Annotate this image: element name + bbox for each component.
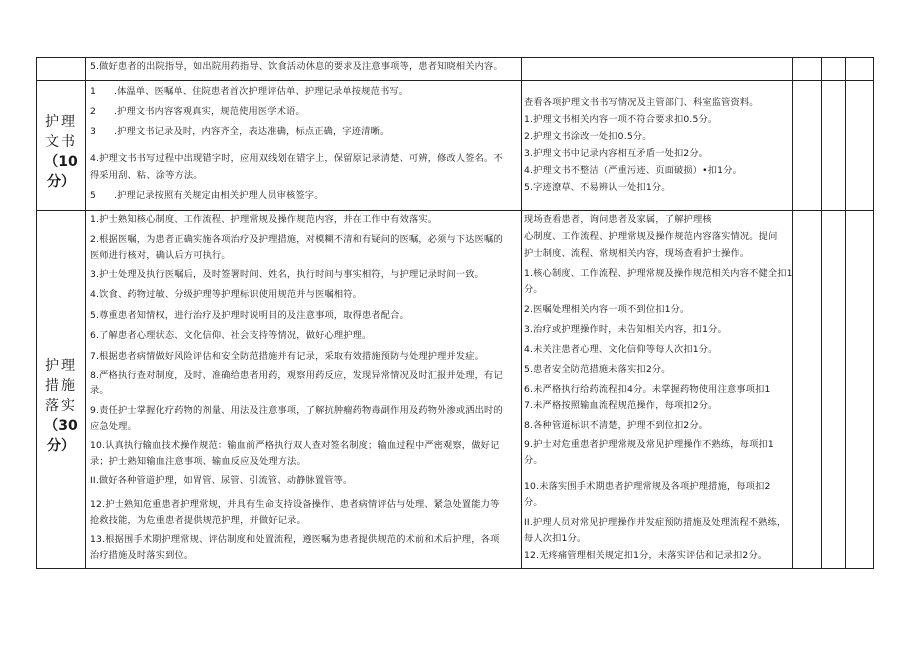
standard-item: 4.饮食、药物过敏、分级护理等护理标识使用规范并与医嘱相符。 bbox=[90, 289, 363, 300]
standard-item: 12.护士熟知危重患者护理常规，并具有生命支持设备操作、患者病情评估与处理、紧急处置能力等 bbox=[90, 499, 500, 510]
method-item: 分。 bbox=[524, 455, 543, 466]
standard-item: 治疗措施及时落实到位。 bbox=[90, 550, 194, 561]
method-item: 护士制度、流程、常规相关内容，现场查看护士操作。 bbox=[524, 248, 750, 259]
method-item: 现场查看患者，询问患者及家属，了解护理核 bbox=[524, 214, 712, 225]
table-border-top bbox=[36, 57, 874, 58]
standard-item: 4.护理文书书写过程中出现错字时，应用双线划在错字上，保留原记录清楚、可辨，修改人签名。不 bbox=[90, 153, 503, 164]
method-item: 8.各种管道标识不清楚，护理不到位扣2分。 bbox=[524, 420, 709, 431]
standard-item: 5.尊重患者知情权，进行治疗及护理时说明目的及注意事项，取得患者配合。 bbox=[90, 310, 409, 321]
table-border-right bbox=[873, 57, 874, 569]
method-item: 心制度、工作流程、护理常规及操作规范内容落实情况。提问 bbox=[524, 231, 778, 242]
method-item: 6.未严格执行给药流程扣4分。未掌握药物使用注意事项扣1 bbox=[524, 384, 771, 395]
category-label: 护理措施落实 bbox=[45, 358, 77, 414]
standard-item: 3 .护理文书记录及时，内容齐全，表达准确，标点正确，字迹清晰。 bbox=[90, 126, 390, 137]
standard-item: II.做好各种管道护理，如胃管、尿管、引流管、动静脉置管等。 bbox=[90, 475, 353, 486]
method-item: 2.护理文书涂改一处扣0.5分。 bbox=[524, 131, 652, 142]
category-cell-records bbox=[38, 112, 84, 192]
standard-item: 抢救技能，为危重患者提供规范护理，并做好记录。 bbox=[90, 515, 306, 526]
category-score: （10分） bbox=[44, 154, 78, 190]
standard-item: 8.严格执行查对制度，及时、准确给患者用药，观察用药反应，发现异常情况及时汇报并处理，有记 bbox=[90, 370, 503, 381]
standard-item: 3.护士处理及执行医嘱后，及时签署时间、姓名，执行时间与事实相符，与护理记录时间一致。 bbox=[90, 269, 485, 280]
standard-item: 录。 bbox=[90, 385, 109, 396]
standard-item: 应急处理。 bbox=[90, 421, 137, 432]
method-item: II.护理人员对常见护理操作并发症预防措施及处理流程不熟练， bbox=[524, 517, 787, 528]
standard-item: 医师进行核对，确认后方可执行。 bbox=[90, 250, 231, 261]
column-divider bbox=[521, 57, 522, 569]
standard-item: 10.认真执行输血技术操作规范：输血前严格执行双人查对签名制度；输血过程中严密观察，做好记 bbox=[90, 440, 500, 451]
category-label: 护理文书 bbox=[45, 114, 77, 150]
method-item: 4.未关注患者心理、文化信仰等每人次扣1分。 bbox=[524, 344, 718, 355]
method-item: 5.字迹潦草、不易辨认一处扣1分。 bbox=[524, 182, 671, 193]
standard-item: 7.根据患者病情做好风险评估和安全防范措施并有记录，采取有效措施预防与处理护理并发症。 bbox=[90, 351, 485, 362]
method-item: 查看各项护理文书书写情况及主管部门、科室监管资料。 bbox=[524, 97, 759, 108]
standard-item: 1.护士熟知核心制度、工作流程、护理常规及操作规范内容，并在工作中有效落实。 bbox=[90, 214, 438, 225]
standard-item: 6.了解患者心理状态、文化信仰、社会支持等情况，做好心理护理。 bbox=[90, 330, 372, 341]
category-score: （30分） bbox=[44, 418, 78, 454]
method-item: 3.治疗或护理操作时，未告知相关内容，扣1分。 bbox=[524, 324, 727, 335]
method-item: 每人次扣1分。 bbox=[524, 533, 587, 544]
method-item: 3.护理文书中记录内容相互矛盾一处扣2分。 bbox=[524, 148, 709, 159]
standard-item: 录；护士熟知输血注意事项、输血反应及处理方法。 bbox=[90, 456, 306, 467]
standard-item: 得采用刮、粘、涂等方法。 bbox=[90, 170, 203, 181]
method-item: 5.患者安全防范措施未落实扣2分。 bbox=[524, 364, 671, 375]
column-divider bbox=[821, 57, 822, 569]
method-item: 分。 bbox=[524, 497, 543, 508]
method-item: 1.护理文书相关内容一项不符合要求扣0.5分。 bbox=[524, 114, 718, 125]
method-item: 1.核心制度、工作流程、护理常规及操作规范相关内容不健全扣1 bbox=[524, 268, 793, 279]
standard-item: 1 .体温单、医嘱单、住院患者首次护理评估单、护理记录单按规范书写。 bbox=[90, 86, 409, 97]
standard-item: 9.责任护士掌握化疗药物的剂量、用法及注意事项，了解抗肿瘤药物毒副作用及药物外渗或洒出时的 bbox=[90, 405, 503, 416]
column-divider bbox=[792, 57, 793, 569]
column-divider bbox=[845, 57, 846, 569]
method-item: 4.护理文书不整洁（严重污迹、页面破损）•扣1分。 bbox=[524, 165, 742, 176]
row-divider bbox=[36, 80, 874, 81]
category-cell-measures bbox=[38, 356, 84, 456]
table-border-bottom bbox=[36, 568, 874, 569]
standard-item: 5.做好患者的出院指导，如出院用药指导、饮食活动休息的要求及注意事项等，患者知晓相关内容。 bbox=[90, 61, 503, 72]
column-divider bbox=[85, 57, 86, 569]
method-item: 2.医嘱处理相关内容一项不到位扣1分。 bbox=[524, 304, 690, 315]
method-item: 9.护士对危重患者护理常规及常见护理操作不熟练，每项扣1 bbox=[524, 439, 774, 450]
standard-item: 13.根据围手术期护理常规、评估制度和处置流程，遵医嘱为患者提供规范的术前和术后护理，各项 bbox=[90, 534, 500, 545]
method-item: 10.未落实围手术期患者护理常规及各项护理措施，每项扣2 bbox=[524, 481, 771, 492]
method-item: 分。 bbox=[524, 284, 543, 295]
standard-item: 5 .护理记录按照有关规定由相关护理人员审核签字。 bbox=[90, 190, 324, 201]
method-item: 12.无疼痛管理相关规定扣1分，未落实评估和记录扣2分。 bbox=[524, 550, 768, 561]
standard-item: 2.根据医嘱，为患者正确实施各项治疗及护理措施，对模糊不清和有疑问的医嘱，必须与下达医嘱的 bbox=[90, 234, 503, 245]
row-divider bbox=[36, 210, 874, 211]
standard-item: 2 .护理文书内容客观真实，规范使用医学术语。 bbox=[90, 106, 305, 117]
method-item: 7.未严格按照输血流程规范操作，每项扣2分。 bbox=[524, 400, 718, 411]
table-border-left bbox=[36, 57, 37, 569]
